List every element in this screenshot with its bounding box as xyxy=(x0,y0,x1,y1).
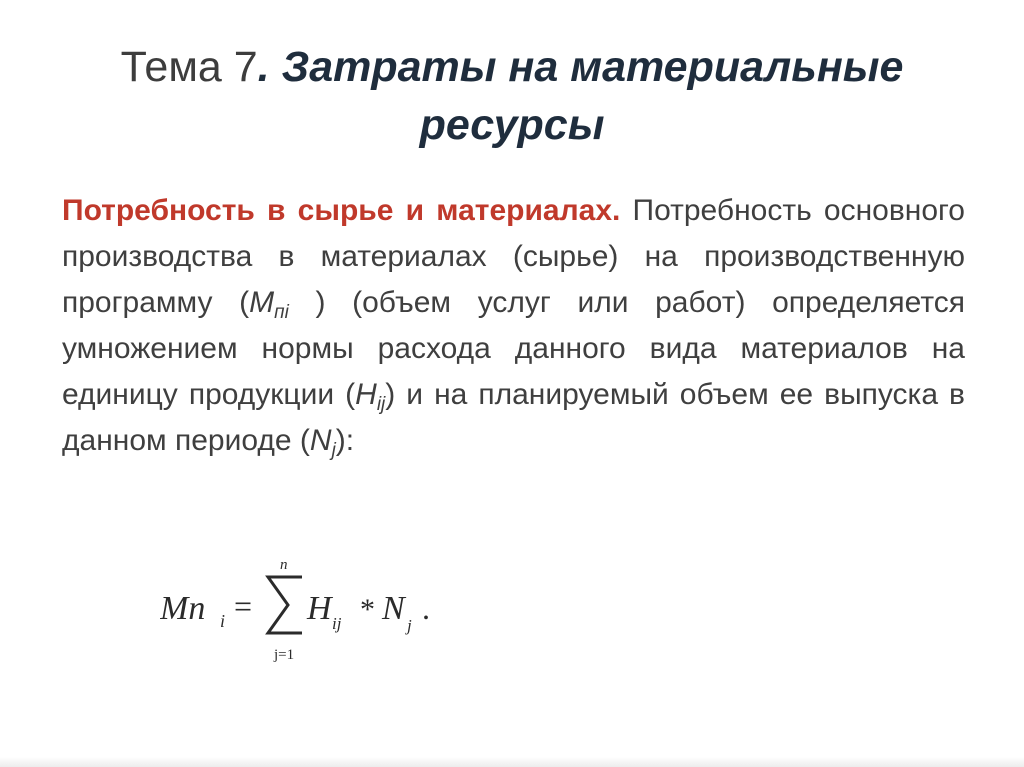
body-lead: Потребность в сырье и материалах. xyxy=(62,194,621,227)
var-m-sub: пi xyxy=(274,302,289,323)
var-h-sub: ij xyxy=(376,394,386,415)
sigma-icon xyxy=(268,577,302,633)
title-topic: . Затраты на материальные ресурсы xyxy=(257,43,904,149)
var-m: М xyxy=(249,286,275,319)
body-text-2: ) (объем услуг или работ) определяется умножением нормы расхода данного вида материалов на единицу продукции ( xyxy=(62,286,965,411)
formula-term-n: N xyxy=(382,590,405,627)
formula-lhs: Mn xyxy=(160,590,206,627)
formula-sum-lower: j=1 xyxy=(274,647,295,663)
formula-sum-upper: n xyxy=(280,557,288,573)
body-text-1: Потребность основного производства в материалах (сырье) на производственную программу ( xyxy=(62,194,965,319)
formula-equals: = xyxy=(234,588,253,624)
body-text-4: ): xyxy=(335,424,355,457)
title-prefix: Тема 7 xyxy=(120,43,258,91)
var-h: Н xyxy=(355,378,377,411)
body-text-3: ) и на планируемый объем ее выпуска в данном периоде ( xyxy=(62,378,965,457)
formula-end: . xyxy=(422,590,430,626)
formula-times: * xyxy=(360,593,375,626)
formula-graphic xyxy=(160,555,490,665)
slide-bottom-edge xyxy=(0,757,1024,767)
formula xyxy=(160,555,490,665)
formula-term-h-sub: ij xyxy=(332,614,342,633)
var-n-sub: j xyxy=(331,440,336,461)
formula-lhs-sub: i xyxy=(220,611,226,631)
slide-title xyxy=(40,38,984,154)
body-paragraph xyxy=(62,188,965,464)
formula-term-h: H xyxy=(307,590,332,627)
var-n: N xyxy=(309,424,332,457)
formula-term-n-sub: j xyxy=(407,616,412,635)
